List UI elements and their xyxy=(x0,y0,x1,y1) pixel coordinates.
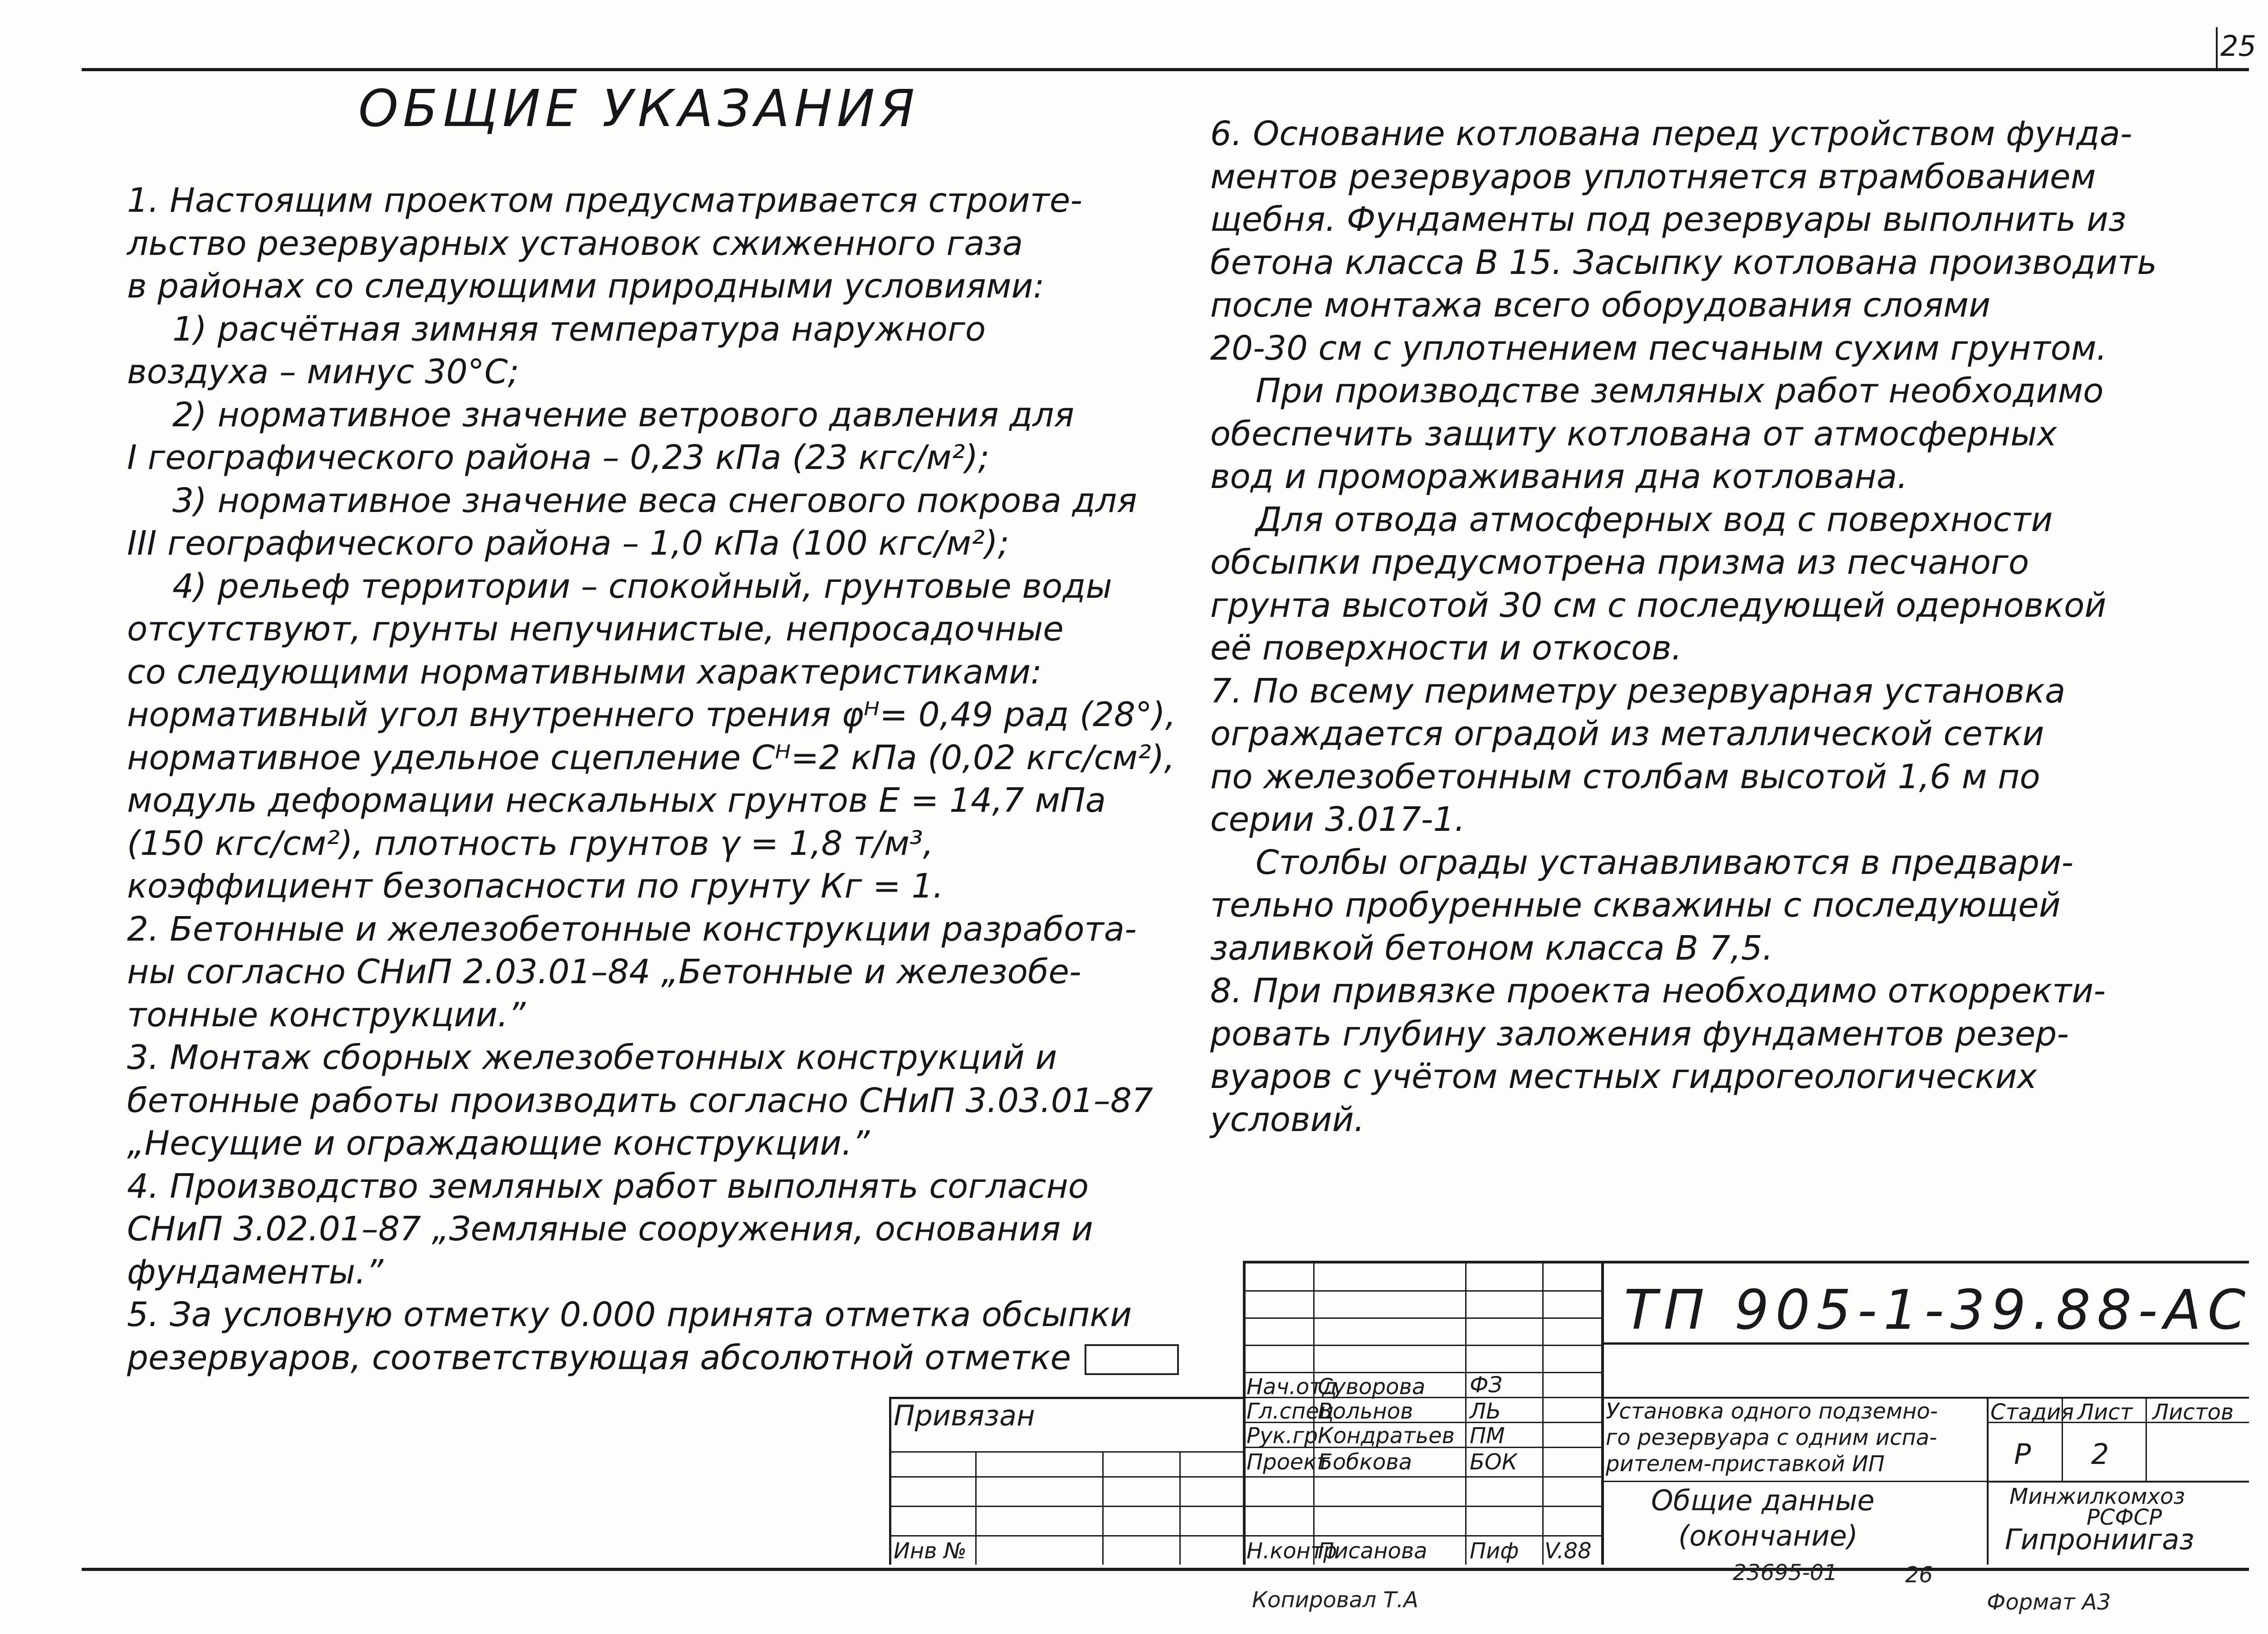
text-line: 4) рельеф территории – спокойный, грунтовые воды xyxy=(172,566,1112,606)
role-label: Н.контр xyxy=(1246,1538,1337,1564)
tb-row-line xyxy=(889,1506,1243,1507)
tb-row-line xyxy=(1987,1481,2249,1483)
person-name: Вольнов xyxy=(1318,1399,1413,1424)
person-name: Писанова xyxy=(1318,1538,1427,1564)
tb-row-line xyxy=(889,1535,1243,1536)
signature: ФЗ xyxy=(1470,1372,1503,1398)
text-line: со следующими нормативными характеристиками: xyxy=(127,652,1042,692)
signature: Пиф xyxy=(1470,1538,1519,1564)
tb-col-line xyxy=(975,1451,977,1565)
tb-row-line xyxy=(1243,1345,1601,1346)
text-line: резервуаров, соответствующая абсолютной отметке xyxy=(127,1338,1071,1377)
text-line: заливкой бетоном класса В 7,5. xyxy=(1210,928,1773,968)
sheet-title-line: Общие данные xyxy=(1651,1484,1875,1517)
text-line: обеспечить защиту котлована от атмосферных xyxy=(1210,414,2057,454)
stage-value: Р xyxy=(2014,1438,2031,1471)
tb-col-divider xyxy=(1601,1261,1604,1565)
tb-row-line xyxy=(1243,1535,1601,1536)
text-line: СНиП 3.02.01–87 „Земляные сооружения, основания и xyxy=(127,1210,1093,1249)
text-line: щебня. Фундаменты под резервуары выполнить из xyxy=(1210,200,2126,239)
text-line: вуаров с учётом местных гидрогеологических xyxy=(1210,1057,2037,1096)
text-line: 5. За условную отметку 0.000 принята отметка обсыпки xyxy=(127,1295,1132,1334)
text-line: 20-30 см с уплотнением песчаным сухим грунтом. xyxy=(1210,328,2107,368)
copied-by: Копировал Т.А xyxy=(1252,1587,1418,1613)
text-line: Для отвода атмосферных вод с поверхности xyxy=(1256,500,2053,539)
privyazan-label: Привязан xyxy=(894,1399,1035,1432)
organization-line: Минжилкомхоз xyxy=(2009,1484,2185,1509)
tb-col-line xyxy=(1465,1261,1466,1565)
text-line: фундаменты.” xyxy=(127,1252,384,1292)
text-line: 7. По всему периметру резервуарная установка xyxy=(1210,671,2066,711)
signature: ЛЬ xyxy=(1470,1399,1501,1424)
tb-row-line xyxy=(1243,1290,1601,1292)
text-line: (150 кгс/см²), плотность грунтов γ = 1,8 т/м³, xyxy=(127,824,934,863)
text-line: воздуха – минус 30°С; xyxy=(127,352,519,391)
elevation-box xyxy=(1085,1344,1179,1375)
text-line: ны согласно СНиП 2.03.01–84 „Бетонные и железобе- xyxy=(127,952,1081,991)
tb-row-line xyxy=(889,1476,1243,1478)
role-label: Проект xyxy=(1246,1449,1330,1475)
person-name: Кондратьев xyxy=(1318,1423,1455,1449)
text-line: тонные конструкции.” xyxy=(127,995,526,1034)
text-line: после монтажа всего оборудования слоями xyxy=(1210,286,1991,325)
text-line: 3) нормативное значение веса снегового покрова для xyxy=(172,481,1137,520)
archive-number: 23695-01 xyxy=(1733,1560,1838,1585)
left-column xyxy=(127,179,1176,1379)
sheet-number-tick xyxy=(2216,27,2218,68)
tb-col-line xyxy=(1179,1451,1181,1565)
inventory-number-label: Инв № xyxy=(894,1538,967,1564)
role-label: Рук.гр xyxy=(1246,1423,1318,1449)
text-line: 1) расчётная зимняя температура наружного xyxy=(172,309,986,349)
text-line: 3. Монтаж сборных железобетонных конструкций и xyxy=(127,1038,1057,1077)
object-title-line: го резервуара с одним испа- xyxy=(1606,1425,1937,1450)
text-line: ограждается оградой из металлической сетки xyxy=(1210,714,2044,753)
sheet-title-line: (окончание) xyxy=(1678,1519,1858,1552)
text-line: 2) нормативное значение ветрового давления для xyxy=(172,395,1075,434)
page-number: 26 xyxy=(1905,1562,1933,1588)
tb-col-line xyxy=(1987,1397,1989,1565)
tb-row-line xyxy=(1601,1481,1987,1482)
text-line: грунта высотой 30 см с последующей одерновкой xyxy=(1210,585,2107,625)
organization-line: Гипрониигаз xyxy=(2005,1523,2195,1556)
text-line: „Несущие и ограждающие конструкции.” xyxy=(127,1124,870,1163)
text-line: 2. Бетонные и железобетонные конструкции разработа- xyxy=(127,909,1137,949)
text-line: 1. Настоящим проектом предусматривается строите- xyxy=(127,181,1083,220)
text-line: ментов резервуаров уплотняется втрамбованием xyxy=(1210,157,2096,196)
text-line: вод и промораживания дна котлована. xyxy=(1210,457,1908,496)
text-line: по железобетонным столбам высотой 1,6 м по xyxy=(1210,757,2040,796)
tb-row-line xyxy=(889,1451,1243,1453)
tb-border-left xyxy=(1243,1261,1246,1565)
text-line: её поверхности и откосов. xyxy=(1210,629,1682,668)
text-line: условий. xyxy=(1210,1100,1365,1139)
person-name: Суворова xyxy=(1318,1374,1426,1400)
sheet-value: 2 xyxy=(2091,1438,2109,1471)
text-line: бетонные работы производить согласно СНиП 3.03.01–87 xyxy=(127,1081,1154,1120)
text-line: льство резервуарных установок сжиженного газа xyxy=(127,224,1023,263)
text-line: серии 3.017-1. xyxy=(1210,800,1466,839)
tb-row-line xyxy=(1243,1476,1601,1478)
text-line: модуль деформации нескальных грунтов Е = 14,7 мПа xyxy=(127,781,1106,820)
tb-privyazan-left xyxy=(889,1397,891,1565)
right-column xyxy=(1210,112,2226,1141)
text-line: в районах со следующими природными условиями: xyxy=(127,267,1045,306)
tb-row-line xyxy=(1243,1506,1601,1507)
tb-col-line xyxy=(1542,1261,1544,1565)
text-line: ровать глубину заложения фундаментов резер- xyxy=(1210,1014,2069,1054)
tb-row-line xyxy=(1243,1372,1601,1373)
text-line: нормативный угол внутреннего трения φᴴ= 0,49 рад (28°), xyxy=(127,695,1176,734)
stage-label: Стадия xyxy=(1990,1400,2074,1425)
text-line: При производстве земляных работ необходимо xyxy=(1256,371,2104,410)
text-line: Столбы ограды устанавливаются в предвари- xyxy=(1256,843,2074,882)
text-line: тельно пробуренные скважины с последующей xyxy=(1210,886,2061,925)
sheets-label: Листов xyxy=(2152,1400,2234,1425)
text-line: 4. Производство земляных работ выполнять согласно xyxy=(127,1166,1089,1206)
object-title-line: Установка одного подземно- xyxy=(1606,1399,1938,1424)
sheet-number: 25 xyxy=(2220,29,2256,63)
text-line: бетона класса В 15. Засыпку котлована производить xyxy=(1210,243,2157,282)
signature-date: V.88 xyxy=(1545,1538,1592,1564)
text-line: отсутствуют, грунты непучинистые, непросадочные xyxy=(127,610,1064,649)
document-code: ТП 905-1-39.88-АС xyxy=(1624,1279,2252,1342)
signature: БОК xyxy=(1470,1449,1517,1475)
object-title-line: рителем-приставкой ИП xyxy=(1606,1451,1885,1477)
person-name: Бобкова xyxy=(1318,1449,1412,1475)
text-line: коэффициент безопасности по грунту Кг = 1. xyxy=(127,867,944,906)
text-line: III географического района – 1,0 кПа (100 кгс/м²); xyxy=(127,524,1009,563)
tb-col-line xyxy=(1102,1451,1104,1565)
role-label: Нач.отд xyxy=(1246,1374,1337,1400)
tb-col-line xyxy=(2146,1397,2147,1481)
paper-format: Формат А3 xyxy=(1987,1590,2111,1615)
text-line: нормативное удельное сцепление Сᴴ=2 кПа (0,02 кгс/см²), xyxy=(127,738,1175,777)
text-line: 6. Основание котлована перед устройством фунда- xyxy=(1210,114,2132,153)
signature: ПМ xyxy=(1470,1423,1505,1449)
role-label: Гл.спец xyxy=(1246,1399,1334,1424)
tb-border-top xyxy=(1243,1261,2249,1263)
text-line: обсыпки предусмотрена призма из песчаного xyxy=(1210,543,2029,582)
text-line xyxy=(127,1336,1148,1380)
sheet-label: Лист xyxy=(2077,1400,2133,1425)
organization-line: РСФСР xyxy=(2087,1505,2162,1530)
tb-code-rule xyxy=(1601,1342,2249,1345)
text-line: 8. При привязке проекта необходимо откорректи- xyxy=(1210,971,2106,1010)
page-title: ОБЩИЕ УКАЗАНИЯ xyxy=(358,79,919,138)
text-line: I географического района – 0,23 кПа (23 кгс/м²); xyxy=(127,438,990,477)
tb-row-line xyxy=(1243,1317,1601,1319)
